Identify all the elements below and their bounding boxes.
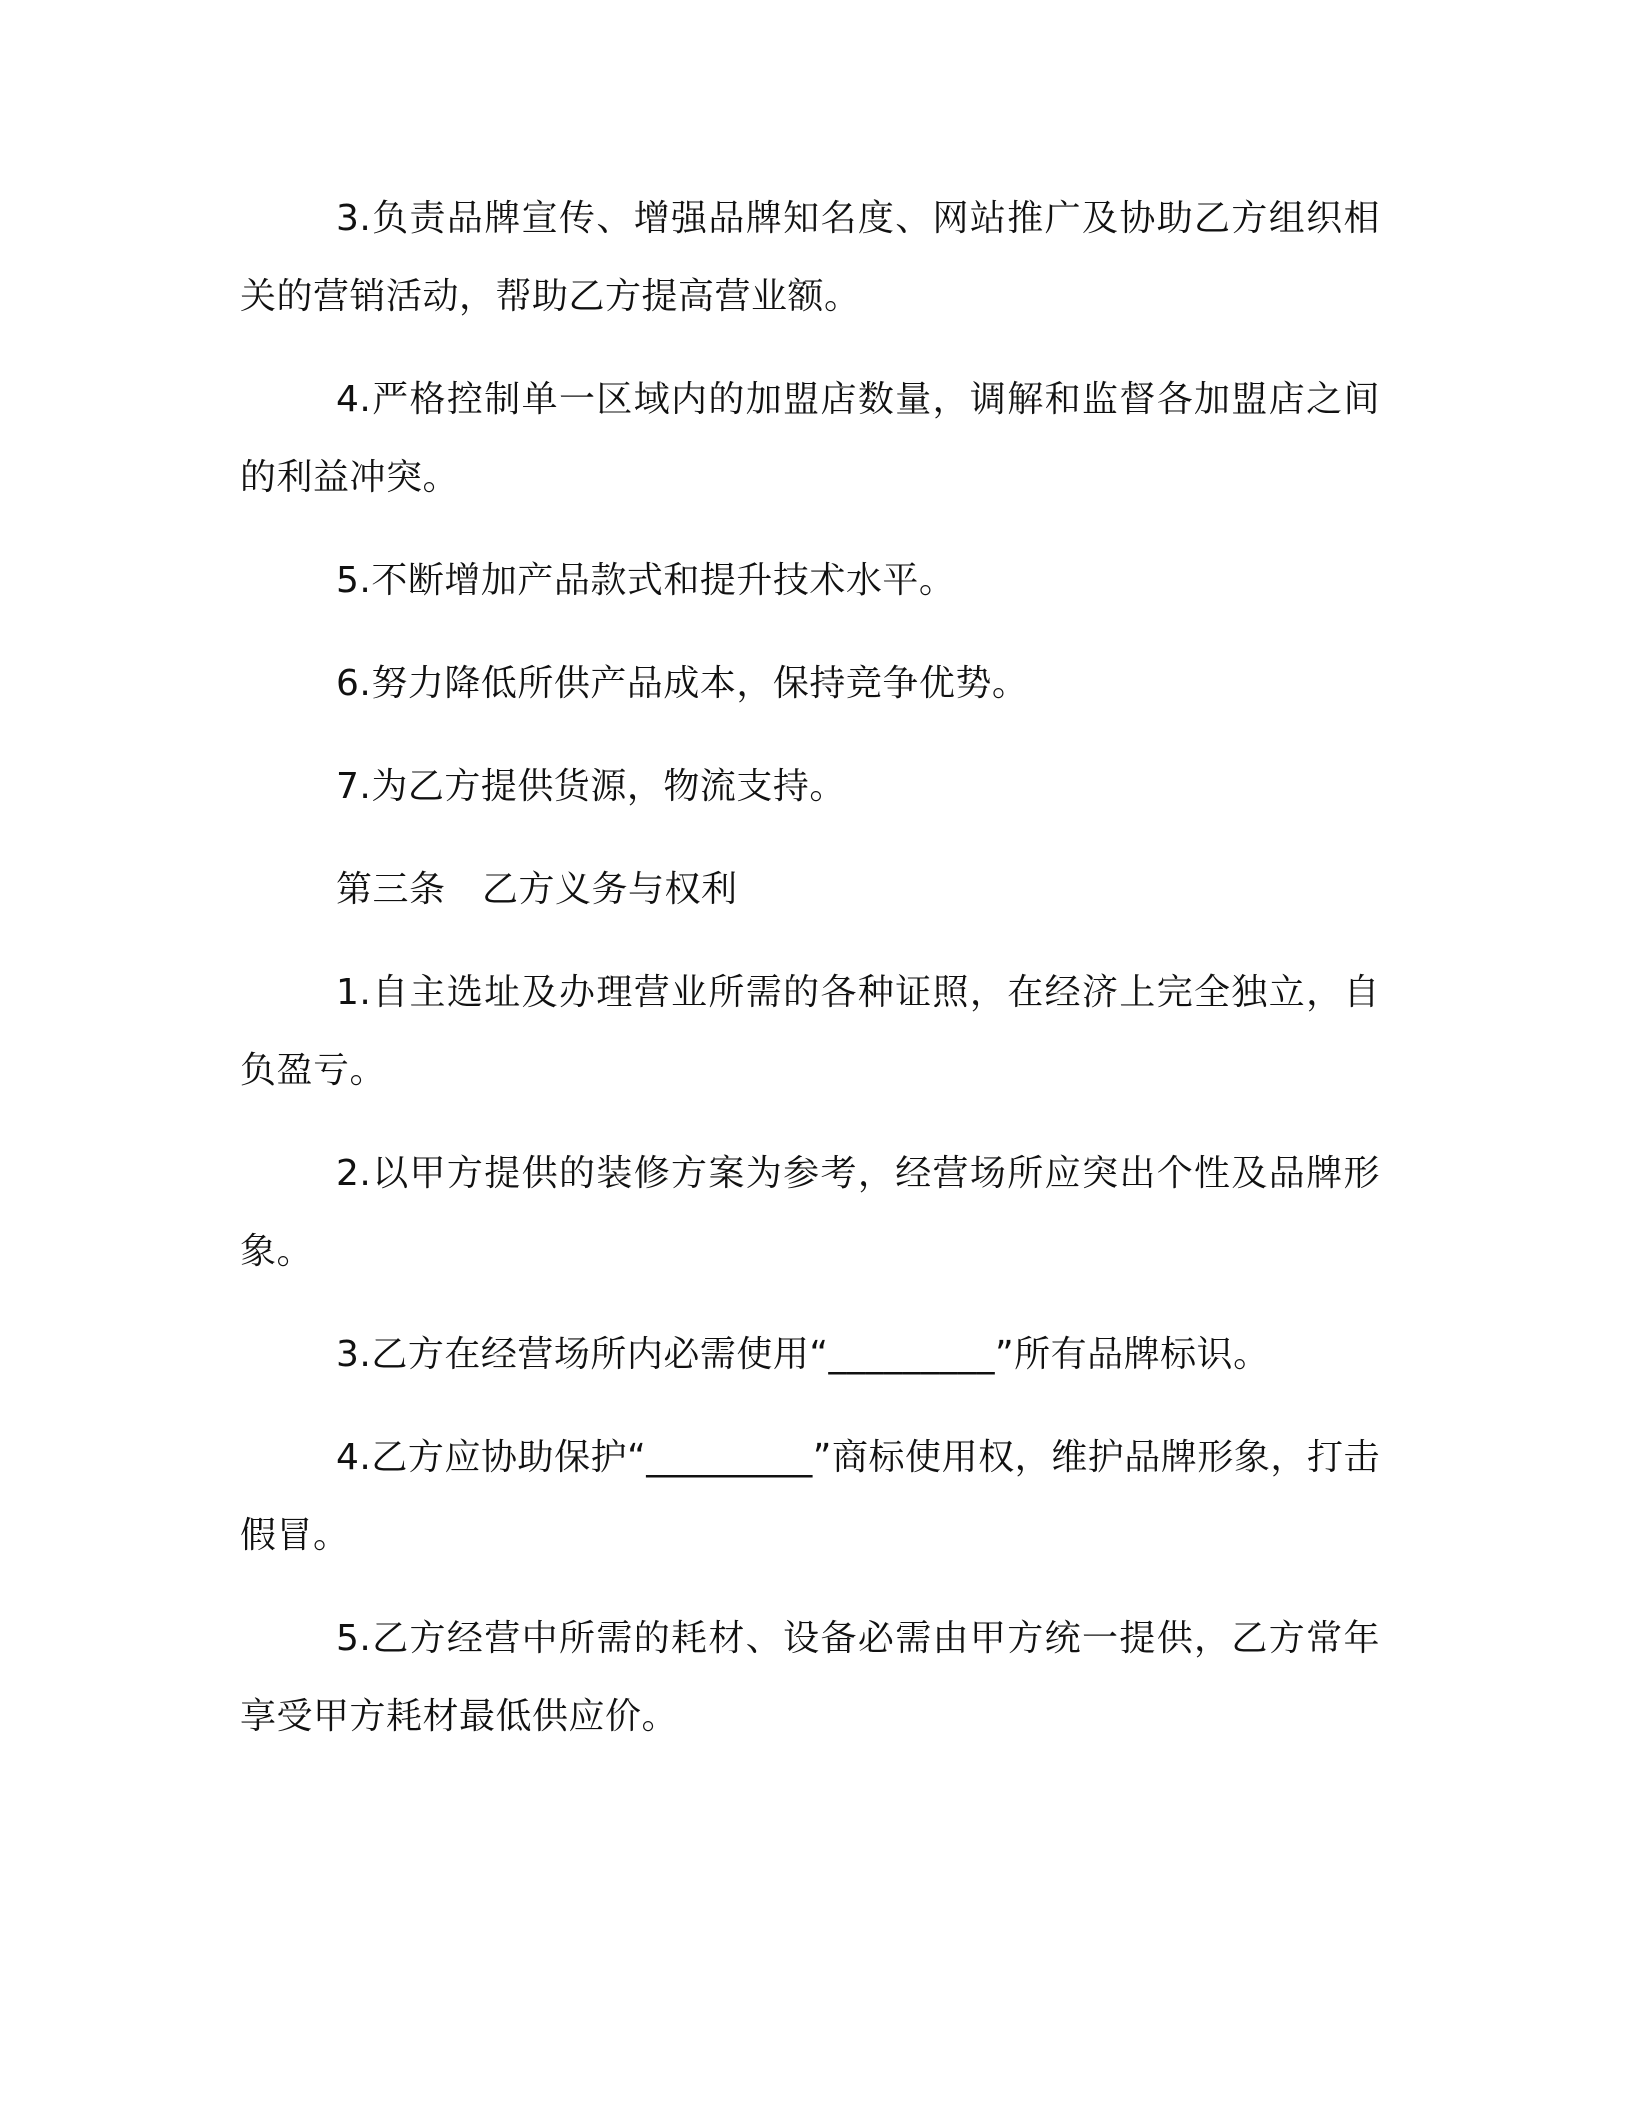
clause-party-b-3: 3.乙方在经营场所内必需使用“_________”所有品牌标识。 (336, 1334, 1270, 1375)
clause-party-a-3: 3.负责品牌宣传、增强品牌知名度、网站推广及协助乙方组织相关的营销活动，帮助乙方提高营业额。 (240, 198, 1380, 317)
clause-party-b-5: 5.乙方经营中所需的耗材、设备必需由甲方统一提供，乙方常年享受甲方耗材最低供应价。 (240, 1618, 1380, 1737)
document-body (240, 180, 1380, 1781)
clause-party-a-7: 7.为乙方提供货源，物流支持。 (336, 766, 846, 807)
section-heading-article-3: 第三条 乙方义务与权利 (336, 869, 738, 910)
clause-party-b-1: 1.自主选址及办理营业所需的各种证照，在经济上完全独立，自负盈亏。 (240, 972, 1380, 1091)
clause-party-a-4: 4.严格控制单一区域内的加盟店数量，调解和监督各加盟店之间的利益冲突。 (240, 379, 1380, 498)
clause-party-b-4: 4.乙方应协助保护“_________”商标使用权，维护品牌形象，打击假冒。 (240, 1437, 1380, 1556)
clause-party-a-6: 6.努力降低所供产品成本，保持竞争优势。 (336, 663, 1029, 704)
clause-party-b-2: 2.以甲方提供的装修方案为参考，经营场所应突出个性及品牌形象。 (240, 1153, 1380, 1272)
clause-party-a-5: 5.不断增加产品款式和提升技术水平。 (336, 560, 956, 601)
